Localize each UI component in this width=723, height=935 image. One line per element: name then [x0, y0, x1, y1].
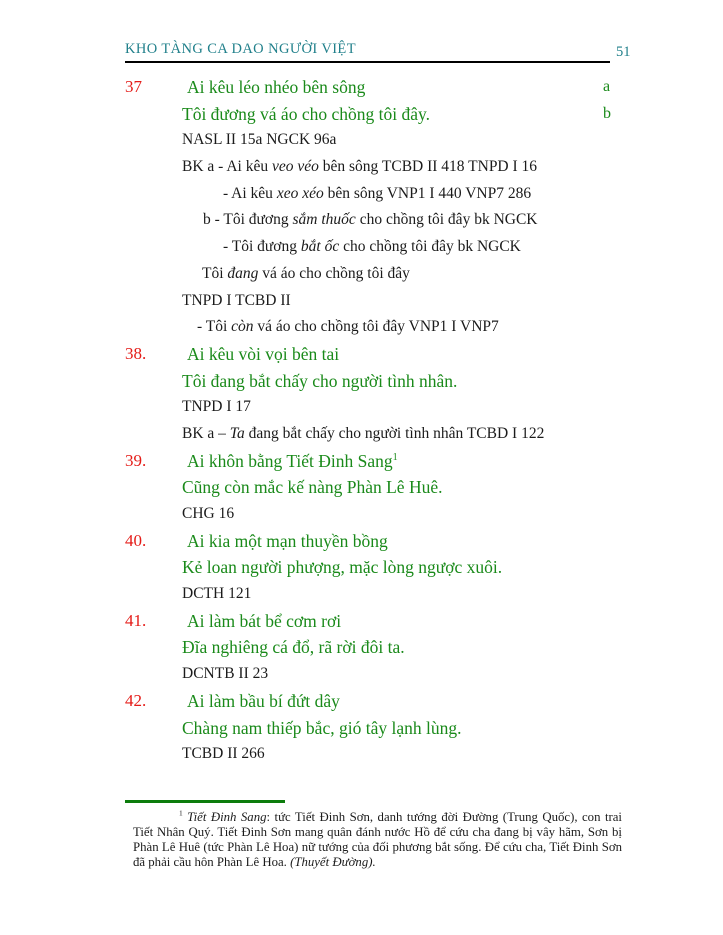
citation-line: [125, 154, 665, 181]
text-segment: vá áo cho chồng tôi đây VNP1 I VNP7: [253, 318, 499, 336]
verse-line: [125, 715, 665, 742]
line-text: [182, 501, 234, 528]
text-segment: Ai kia một mạn thuyền bồng: [187, 530, 388, 551]
variant-word: sắm thuốc: [292, 211, 356, 229]
text-segment: - Ai kêu: [223, 184, 277, 202]
text-segment: - Tôi: [197, 318, 232, 336]
citation-line: [125, 288, 665, 315]
line-text: [187, 688, 340, 715]
line-text: [182, 661, 268, 688]
entry-number: 42.: [125, 690, 147, 710]
text-segment: Ai kêu léo nhéo bên sông: [187, 77, 366, 97]
variant-word: Tiết Đinh Sang: [187, 810, 267, 824]
variant-word: xeo xéo: [276, 184, 324, 202]
line-text: [182, 288, 291, 315]
verse-line: [125, 101, 665, 128]
citation-line: [125, 234, 665, 261]
text-segment: Ai làm bát bể cơm rơi: [187, 610, 342, 631]
line-text: [182, 154, 537, 181]
line-text: [187, 528, 388, 555]
text-segment: vá áo cho chồng tôi đây: [258, 264, 410, 282]
text-segment: Tôi: [202, 264, 228, 282]
line-text: [182, 634, 405, 661]
line-text: [182, 127, 336, 154]
line-text: [182, 101, 430, 128]
line-text: [182, 715, 461, 742]
text-segment: Kẻ loan người phượng, mặc lòng ngược xuôi.: [182, 557, 503, 578]
text-segment: Tôi đang bắt chấy cho người tình nhân.: [182, 370, 458, 391]
text-segment: BK a –: [182, 424, 230, 442]
line-text: [182, 474, 442, 501]
citation-line: [125, 127, 665, 154]
variant-word: veo véo: [271, 158, 319, 176]
text-segment: bên sông VNP1 I 440 VNP7 286: [323, 184, 532, 202]
verse-line: [125, 528, 665, 555]
text-segment: TCBD II 266: [182, 745, 265, 763]
line-text: [187, 608, 341, 635]
text-segment: DCTH 121: [182, 585, 252, 603]
verse-line: [125, 448, 665, 475]
text-segment: CHG 16: [182, 505, 235, 522]
verse-line: [125, 341, 665, 368]
citation-line: [125, 741, 665, 768]
verse-line: [125, 74, 665, 101]
line-text: [223, 234, 521, 261]
text-segment: Chàng nam thiếp bắc, gió tây lạnh lùng.: [182, 717, 462, 738]
entry-number: 37: [125, 77, 142, 96]
variant-word: đang: [227, 264, 259, 282]
line-text: [187, 74, 365, 101]
verse-line: [125, 688, 665, 715]
entries-list: [125, 74, 665, 768]
citation-line: [125, 581, 665, 608]
verse-line: [125, 608, 665, 635]
running-head: KHO TÀNG CA DAO NGƯỜI VIỆT: [125, 41, 356, 57]
footnote-marker: 1: [392, 451, 398, 463]
citation-line: [125, 501, 665, 528]
text-segment: BK a - Ai kêu: [182, 158, 272, 176]
verse-line: [125, 474, 665, 501]
line-text: [187, 448, 398, 475]
line-text: [202, 261, 410, 288]
line-text: [182, 421, 544, 448]
verse-letter: a: [603, 78, 611, 95]
entry-number: 41.: [125, 610, 147, 630]
text-segment: TNPD I 17: [182, 398, 251, 416]
verse-line: [125, 368, 665, 395]
variant-word: còn: [231, 318, 254, 336]
footnote-rule: [125, 800, 285, 803]
variant-word: Ta: [229, 424, 245, 442]
text-segment: cho chồng tôi đây bk NGCK: [355, 211, 538, 229]
text-segment: Tôi đương vá áo cho chồng tôi đây.: [182, 103, 430, 124]
text-segment: TNPD I TCBD II: [182, 291, 291, 309]
line-text: [182, 394, 251, 421]
line-text: [182, 368, 457, 395]
text-segment: Ai khôn bằng Tiết Đinh Sang: [187, 450, 393, 471]
text-segment: đang bắt chấy cho người tình nhân TCBD I 122: [244, 424, 545, 442]
text-segment: DCNTB II 23: [182, 665, 269, 683]
citation-line: [125, 661, 665, 688]
text-segment: cho chồng tôi đây bk NGCK: [339, 238, 521, 256]
verse-line: [125, 634, 665, 661]
citation-line: [125, 394, 665, 421]
variant-word: (Thuyết Đường).: [290, 854, 376, 869]
variant-word: bắt ốc: [300, 238, 340, 256]
line-text: [197, 314, 499, 341]
text-segment: Ai làm bầu bí đứt dây: [187, 690, 340, 711]
footnote-marker: 1: [179, 808, 183, 818]
citation-line: [125, 207, 665, 234]
text-segment: Đĩa nghiêng cá đổ, rã rời đôi ta.: [182, 637, 405, 658]
entry-number: 39.: [125, 450, 147, 470]
header-rule: [125, 61, 610, 63]
citation-line: [125, 261, 665, 288]
footnote-text: [133, 810, 622, 870]
verse-line: [125, 554, 665, 581]
text-segment: bên sông TCBD II 418 TNPD I 16: [318, 158, 538, 176]
text-segment: Cũng còn mắc kế nàng Phàn Lê Huê.: [182, 477, 443, 498]
line-text: [182, 581, 251, 608]
entry-number: 40.: [125, 530, 147, 550]
text-segment: NASL II 15a NGCK 96a: [182, 131, 337, 149]
line-text: [182, 554, 502, 581]
citation-line: [125, 314, 665, 341]
line-text: [187, 341, 339, 368]
entry-number: 38.: [125, 343, 147, 363]
text-segment: b - Tôi đương: [203, 211, 293, 229]
citation-line: [125, 181, 665, 208]
text-segment: - Tôi đương: [223, 238, 301, 256]
page-number: 51: [616, 44, 631, 60]
line-text: [223, 181, 531, 208]
text-segment: : tức Tiết Đinh Sơn, danh tướng đời Đường (Trung Quốc), con trai Tiết Nhân Quý. Tiết Đinh Sơn mang quân đánh nước Hồ để cứu cha đang bị vây hãm, Sơn bị Phàn Lê Huê (tức Phàn Lê Hoa) nữ tướng của đối phương bắt sống. Để cứu cha, Tiết Đinh Sơn đã phải cầu hôn Phàn Lê Hoa.: [133, 810, 622, 869]
verse-letter: b: [603, 104, 611, 122]
citation-line: [125, 421, 665, 448]
text-segment: Ai kêu vòi vọi bên tai: [187, 343, 340, 364]
line-text: [182, 741, 265, 768]
line-text: [203, 207, 537, 234]
